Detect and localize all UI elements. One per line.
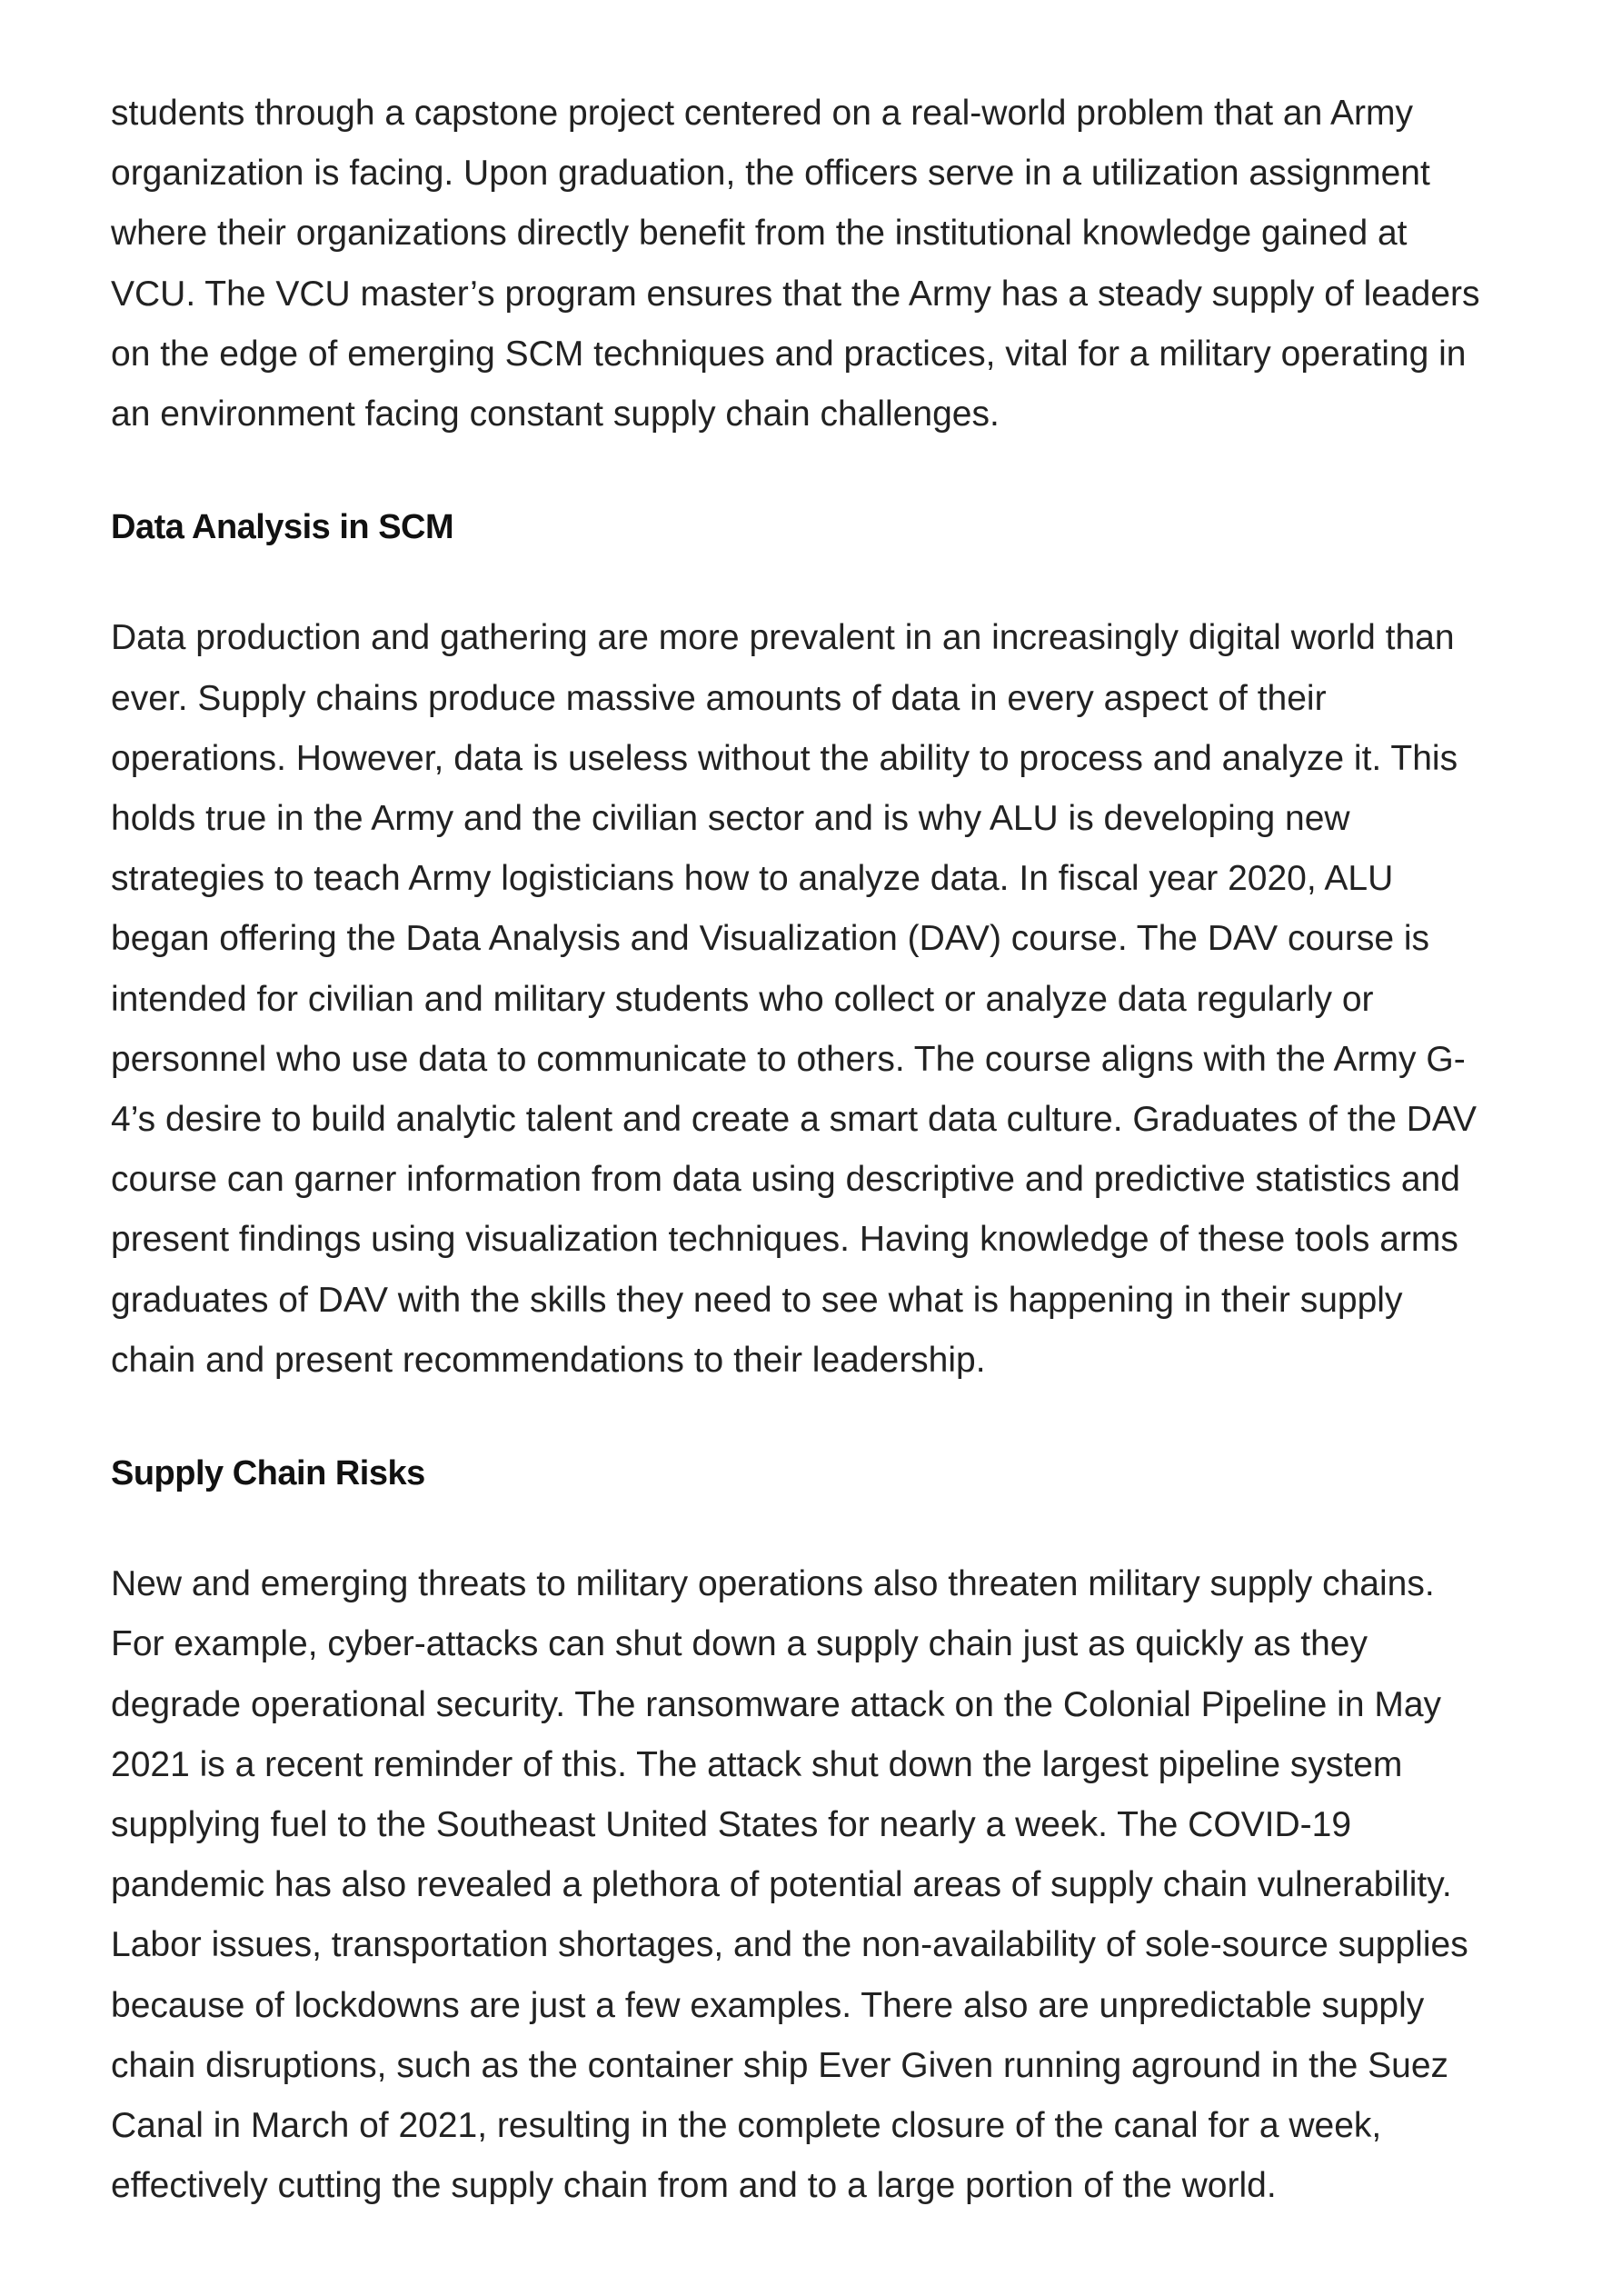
text-line: personnel who use data to communicate to others. The course aligns with the Army G- [111, 1039, 1466, 1079]
text-line: pandemic has also revealed a plethora of potential areas of supply chain vulnerability. [111, 1865, 1452, 1905]
text-line: present findings using visualization techniques. Having knowledge of these tools arms [111, 1220, 1458, 1260]
text-line: supplying fuel to the Southeast United States for nearly a week. The COVID-19 [111, 1805, 1352, 1845]
text-line: because of lockdowns are just a few examples. There also are unpredictable supply [111, 1985, 1425, 2025]
text-line: began offering the Data Analysis and Visualization (DAV) course. The DAV course is [111, 919, 1430, 959]
text-line: VCU. The VCU master’s program ensures that the Army has a steady supply of leaders [111, 274, 1480, 314]
paragraph-supply-chain-risks [111, 1554, 1528, 2216]
text-line: holds true in the Army and the civilian sector and is why ALU is developing new [111, 799, 1350, 839]
text-line: degrade operational security. The ransomware attack on the Colonial Pipeline in May [111, 1684, 1442, 1724]
text-line: Canal in March of 2021, resulting in the complete closure of the canal for a week, [111, 2106, 1382, 2146]
text-line: For example, cyber-attacks can shut down a supply chain just as quickly as they [111, 1624, 1368, 1664]
text-line: students through a capstone project centered on a real-world problem that an Army [111, 94, 1413, 133]
article-body [111, 84, 1528, 2217]
text-line: ever. Supply chains produce massive amounts of data in every aspect of their [111, 678, 1327, 718]
text-line: Labor issues, transportation shortages, and the non-availability of sole-source supplies [111, 1925, 1468, 1965]
text-line: 4’s desire to build analytic talent and create a smart data culture. Graduates of the DAV [111, 1100, 1478, 1140]
section-heading-data-analysis: Data Analysis in SCM [111, 508, 454, 547]
text-line: New and emerging threats to military operations also threaten military supply chains. [111, 1564, 1435, 1604]
text-line: intended for civilian and military students who collect or analyze data regularly or [111, 979, 1374, 1019]
text-line: organization is facing. Upon graduation, the officers serve in a utilization assignment [111, 154, 1430, 194]
text-line: graduates of DAV with the skills they need to see what is happening in their supply [111, 1280, 1403, 1320]
paragraph-data-analysis [111, 608, 1528, 1391]
text-line: chain and present recommendations to their leadership. [111, 1340, 986, 1380]
section-heading-supply-chain-risks: Supply Chain Risks [111, 1454, 425, 1493]
text-line: Data production and gathering are more prevalent in an increasingly digital world than [111, 618, 1455, 658]
text-line: chain disruptions, such as the container ship Ever Given running aground in the Suez [111, 2045, 1449, 2085]
text-line: course can garner information from data using descriptive and predictive statistics and [111, 1160, 1460, 1200]
text-line: where their organizations directly benefit from the institutional knowledge gained at [111, 214, 1408, 254]
text-line: operations. However, data is useless without the ability to process and analyze it. This [111, 738, 1458, 778]
text-line: 2021 is a recent reminder of this. The attack shut down the largest pipeline system [111, 1744, 1403, 1784]
text-line: on the edge of emerging SCM techniques and practices, vital for a military operating in [111, 334, 1467, 374]
text-line: strategies to teach Army logisticians how to analyze data. In fiscal year 2020, ALU [111, 859, 1394, 899]
paragraph-vcu-program [111, 84, 1528, 444]
text-line: an environment facing constant supply chain challenges. [111, 394, 1000, 434]
text-line: effectively cutting the supply chain from and to a large portion of the world. [111, 2166, 1277, 2206]
